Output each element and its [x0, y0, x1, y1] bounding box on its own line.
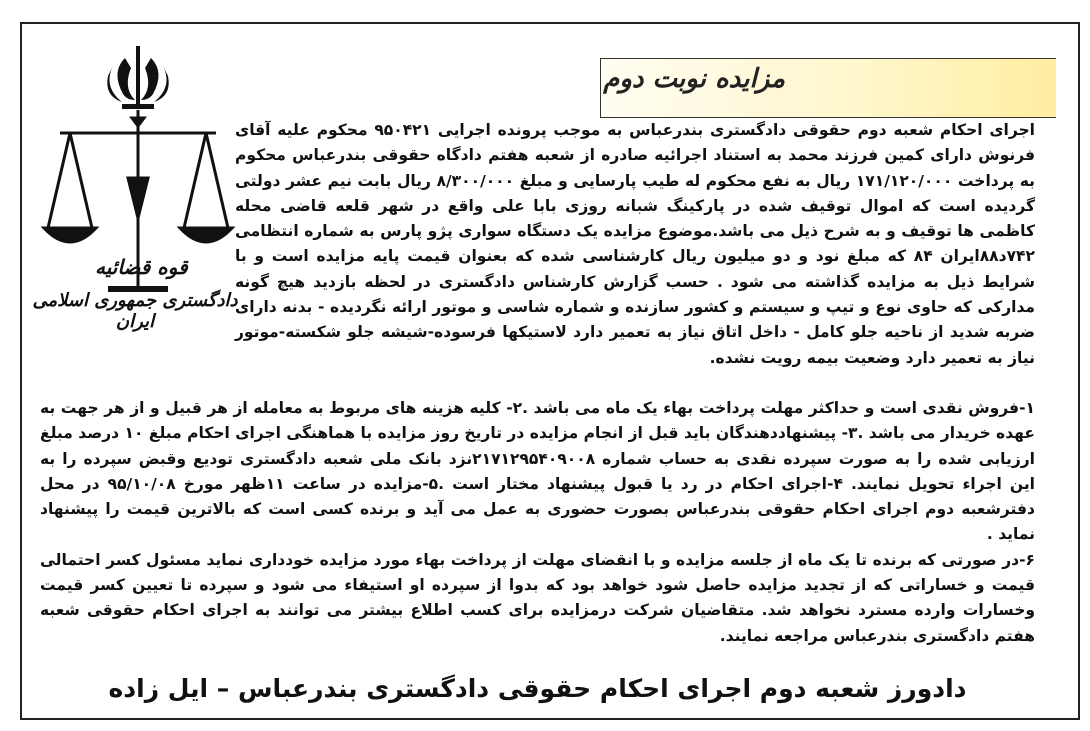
notice-intro-paragraph: اجرای احکام شعبه دوم حقوقی دادگستری بندرعباس به موجب پرونده اجرایی ۹۵۰۴۲۱ محکوم علیه آقای فرنوش دارای کمین فرزند محمد به استناد اجرائیه صادره از شعبه هفتم دادگاه حقوقی بندرعباس محکوم به پرداخت ۱۷۱/۱۲۰/۰۰۰ ریال به نفع محکوم له طیب پارسایی و مبلغ ۸/۳۰۰/۰۰۰ ریال بابت نیم عشر دولتی گردیده است که اموال توقیف شده در پارکینگ شبانه روزی بابا علی واقع در شهر قلعه قاضی محله کاظمی ها توقیف و به شرح ذیل می باشد.موضوع مزایده یک دستگاه سواری پژو پارس به شماره انتظامی ۷۴۲د۸۸ایران ۸۴ که مبلغ نود و دو میلیون ریال کارشناسی شده که بعنوان قیمت پایه مزایده است و با شرایط ذیل به مزایده گذاشته می شود . حسب گزارش کارشناس دادگستری در لحظه بازدید هیچ گونه مدارکی که حاوی نوع و تیپ و سیستم و کشور سازنده و شماره شاسی و موتور ارائه نگردیده - بدنه دارای ضربه شدید از ناحیه جلو کامل - داخل اتاق نیاز به تعمیر دارد لاستیکها فرسوده-شیشه جلو شکسته-موتور نیاز به تعمیر دارد وضعیت بیمه رویت نشده. — [235, 121, 1036, 367]
judiciary-caption: قوه قضائیه — [95, 255, 188, 279]
signature-line: دادورز شعبه دوم اجرای احکام حقوقی دادگستری بندرعباس – ایل زاده — [108, 674, 967, 703]
ministry-caption: دادگستری جمهوری اسلامی ایران — [32, 290, 238, 332]
clause-6-paragraph: ۶-در صورتی که برنده تا یک ماه از جلسه مزایده و با انقضای مهلت از پرداخت بهاء مورد مزایده خودداری نماید مسئول کسر احتمالی قیمت و خساراتی که از تجدید مزایده حاصل شود خواهد بود که بدوا از سپرده او استیفاء می شود و سپرده تا تعیین کسر قیمت وخسارات وارده مسترد نخواهد شد. متقاضیان شرکت درمزایده برای کسب اطلاع بیشتر می توانند به اجرای احکام حقوقی شعبه هفتم دادگستری بندرعباس مراجعه نمایند. — [40, 550, 1035, 645]
terms-paragraph: ۱-فروش نقدی است و حداکثر مهلت پرداخت بهاء یک ماه می باشد .۲- کلیه هزینه های مربوط به معامله از هر قبیل و از هر جهت به عهده خریدار می باشد .۳- پیشنهاددهندگان باید قبل از انجام مزایده در تاریخ روز مزایده با هماهنگی اجرای احکام مبلغ ۱۰ درصد مبلغ ارزیابی شده را به صورت سپرده نقدی به حساب شماره ۲۱۷۱۲۹۵۴۰۹۰۰۸نزد بانک ملی شعبه دادگستری تودیع وقبض سپرده را به این اجراء تحویل نمایند. ۴-اجرای احکام در رد یا قبول پیشنهاد مختار است .۵-مزایده در ساعت ۱۱ظهر مورخ ۹۵/۱۰/۰۸ در محل دفترشعبه دوم اجرای احکام حقوقی بندرعباس بصورت حضوری به عمل می آید و برنده کسی است که بالاترین قیمت را پیشنهاد نماید . — [40, 399, 1035, 544]
notice-title: مزایده نوبت دوم — [603, 64, 785, 94]
notice-terms-block — [40, 396, 1035, 649]
